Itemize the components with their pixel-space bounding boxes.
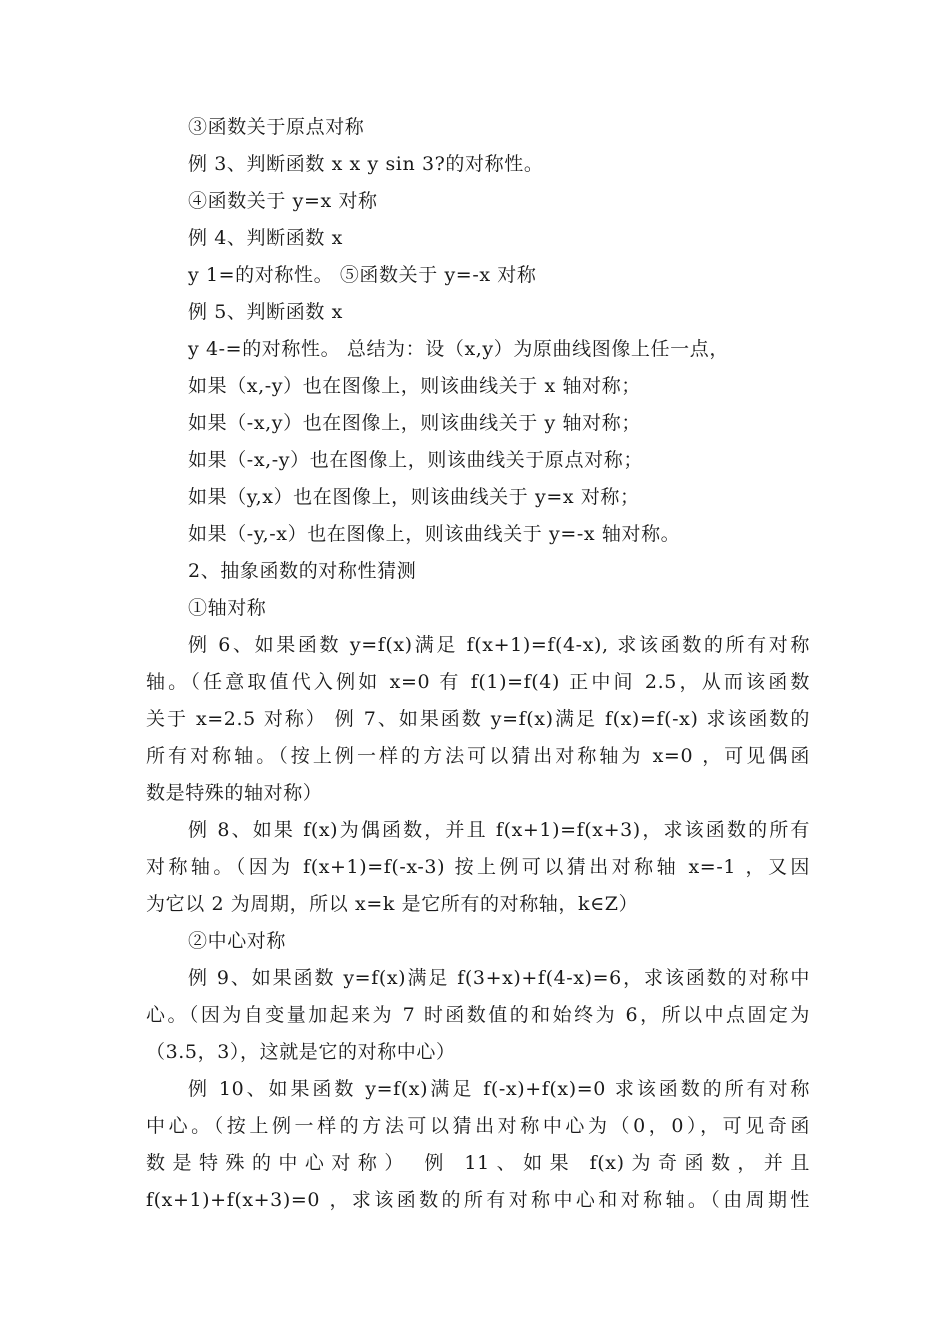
text-line: y 4-=的对称性。 总结为：设（x,y）为原曲线图像上任一点，: [188, 338, 729, 360]
text-line: ③函数关于原点对称: [188, 116, 365, 138]
text-line: 例 8、如果 f(x)为偶函数，并且 f(x+1)=f(x+3)，求该函数的所有: [188, 819, 810, 841]
text-line: f(x+1)+f(x+3)=0 ，求该函数的所有对称中心和对称轴。（由周期性: [146, 1189, 810, 1211]
text-line: 如果（-x,-y）也在图像上，则该曲线关于原点对称；: [188, 449, 643, 471]
text-line: 例 10、如果函数 y=f(x)满足 f(-x)+f(x)=0 求该函数的所有对称: [188, 1078, 810, 1100]
text-line: 例 6、如果函数 y=f(x)满足 f(x+1)=f(4-x), 求该函数的所有对称: [188, 634, 810, 656]
text-line: 如果（x,-y）也在图像上，则该曲线关于 x 轴对称；: [188, 375, 641, 397]
text-line: 关于 x=2.5 对称） 例 7、如果函数 y=f(x)满足 f(x)=f(-x) 求该函数的: [146, 708, 810, 730]
text-line: 例 9、如果函数 y=f(x)满足 f(3+x)+f(4-x)=6，求该函数的对称中: [188, 967, 810, 989]
text-line: 中心。（按上例一样的方法可以猜出对称中心为（0，0），可见奇函: [146, 1115, 810, 1137]
text-line: 为它以 2 为周期，所以 x=k 是它所有的对称轴，k∈Z）: [146, 893, 639, 915]
text-line: 例 3、判断函数 x x y sin 3?的对称性。: [188, 153, 544, 175]
text-line: 对称轴。（因为 f(x+1)=f(-x-3) 按上例可以猜出对称轴 x=-1 ，又因: [146, 856, 810, 878]
text-line: ④函数关于 y=x 对称: [188, 190, 378, 212]
text-line: y 1=的对称性。 ⑤函数关于 y=-x 对称: [188, 264, 537, 286]
text-line: 例 4、判断函数 x: [188, 227, 343, 249]
text-line: 例 5、判断函数 x: [188, 301, 343, 323]
subsection-heading: ①轴对称: [188, 597, 267, 619]
text-line: 如果（-y,-x）也在图像上，则该曲线关于 y=-x 轴对称。: [188, 523, 681, 545]
text-line: 心。（因为自变量加起来为 7 时函数值的和始终为 6，所以中点固定为: [146, 1004, 810, 1026]
text-line: 如果（y,x）也在图像上，则该曲线关于 y=x 对称；: [188, 486, 640, 508]
text-line: 所有对称轴。（按上例一样的方法可以猜出对称轴为 x=0 ，可见偶函: [146, 745, 810, 767]
text-line: 轴。（任意取值代入例如 x=0 有 f(1)=f(4) 正中间 2.5，从而该函数: [146, 671, 810, 693]
text-line: 如果（-x,y）也在图像上，则该曲线关于 y 轴对称；: [188, 412, 641, 434]
text-line: 数是特殊的中心对称） 例 11、如果 f(x)为奇函数，并且: [146, 1152, 810, 1174]
text-line: 数是特殊的轴对称）: [146, 782, 323, 804]
section-heading: 2、抽象函数的对称性猜测: [188, 560, 417, 582]
subsection-heading: ②中心对称: [188, 930, 287, 952]
text-line: （3.5，3），这就是它的对称中心）: [146, 1041, 456, 1063]
